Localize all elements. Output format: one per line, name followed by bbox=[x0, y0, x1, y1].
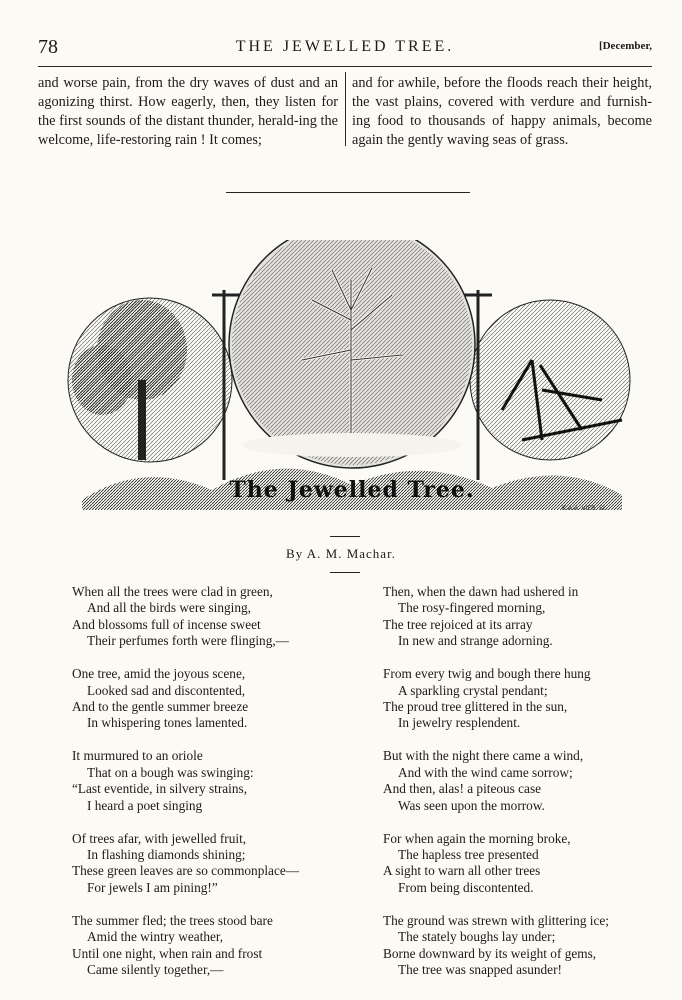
column-divider bbox=[345, 72, 346, 146]
poem-line: These green leaves are so commonplace— bbox=[72, 863, 300, 879]
poem-stanza bbox=[383, 584, 653, 650]
poem-stanza bbox=[383, 913, 653, 979]
poem-stanza bbox=[72, 666, 342, 732]
prose-column-left: and worse pain, from the dry waves of dust and an agonizing thirst. How eagerly, then, they listen for the first sounds of the distant thunder, herald-ing the welcome, life-restoring rain ! It comes; bbox=[38, 75, 338, 148]
broken-tree-medallion bbox=[470, 300, 630, 460]
poem-line: The hapless tree presented bbox=[398, 847, 539, 863]
page-header bbox=[38, 36, 652, 60]
poem-line: In new and strange adorning. bbox=[398, 633, 553, 649]
poem-line: I heard a poet singing bbox=[87, 797, 203, 813]
poem-line: In jewelry resplendent. bbox=[398, 715, 521, 731]
poem-line: The tree was snapped asunder! bbox=[398, 962, 562, 978]
poem-stanza bbox=[383, 748, 653, 814]
prose-column-right: and for awhile, before the floods reach their height, the vast plains, covered with verdure and furnish-ing food to thousands of happy animals, become again the gently waving seas of grass. bbox=[352, 75, 652, 148]
poem-line: The rosy-fingered morning, bbox=[398, 600, 546, 616]
section-label: [December, bbox=[598, 40, 652, 52]
poem-line: But with the night there came a wind, bbox=[383, 748, 584, 764]
poem-line: In whispering tones lamented. bbox=[87, 715, 248, 731]
poem-line: The summer fled; the trees stood bare bbox=[72, 912, 273, 928]
poem-line: Came silently together,— bbox=[87, 962, 224, 978]
poem-line: And to the gentle summer breeze bbox=[72, 699, 249, 715]
poem-line: From every twig and bough there hung bbox=[383, 666, 591, 682]
poem-line: And all the birds were singing, bbox=[87, 600, 251, 616]
poem-line: That on a bough was swinging: bbox=[87, 764, 254, 780]
poem-line: And then, alas! a piteous case bbox=[383, 781, 542, 797]
poem-line: Amid the wintry weather, bbox=[87, 929, 224, 945]
byline: By A. M. Machar. bbox=[286, 546, 396, 561]
poem-line: The proud tree glittered in the sun, bbox=[383, 699, 568, 715]
poem-line: And with the wind came sorrow; bbox=[398, 764, 573, 780]
poem-stanza bbox=[72, 748, 342, 814]
poem-line: It murmured to an oriole bbox=[72, 748, 203, 764]
poem-line: Of trees afar, with jewelled fruit, bbox=[72, 830, 247, 846]
poem-line: Was seen upon the morrow. bbox=[398, 797, 545, 813]
poem-line: For jewels I am pining!” bbox=[87, 879, 218, 895]
poem-line: A sparkling crystal pendant; bbox=[398, 682, 548, 698]
poem-line: Until one night, when rain and frost bbox=[72, 945, 263, 961]
poem-line: Then, when the dawn had ushered in bbox=[383, 584, 579, 599]
running-title: THE JEWELLED TREE. bbox=[235, 38, 455, 55]
section-separator bbox=[226, 192, 470, 193]
poem-column-right bbox=[383, 584, 653, 995]
poem-line: The ground was strewn with glittering ice; bbox=[383, 912, 609, 928]
header-rule bbox=[38, 66, 652, 67]
poem-stanza bbox=[72, 584, 342, 650]
illustration-title: The Jewelled Tree. bbox=[229, 477, 475, 503]
jewelled-tree-illustration bbox=[62, 240, 640, 530]
poem-stanza bbox=[383, 831, 653, 897]
poem-line: Looked sad and discontented, bbox=[87, 682, 246, 698]
poem-line: The stately boughs lay under; bbox=[398, 929, 556, 945]
poem-line: Borne downward by its weight of gems, bbox=[383, 945, 597, 961]
poem-line: And blossoms full of incense sweet bbox=[72, 616, 261, 632]
summer-tree-medallion bbox=[68, 298, 232, 462]
poem-column-left bbox=[72, 584, 342, 995]
poem-line: For when again the morning broke, bbox=[383, 830, 571, 846]
poem-line: “Last eventide, in silvery strains, bbox=[72, 781, 248, 797]
poem-line: One tree, amid the joyous scene, bbox=[72, 666, 246, 682]
poem-line: A sight to warn all other trees bbox=[383, 863, 541, 879]
ice-tree-medallion bbox=[229, 240, 475, 468]
poem-line: When all the trees were clad in green, bbox=[72, 584, 273, 599]
byline-rule-top bbox=[330, 536, 360, 537]
engraver-signature: K.A.A. VIER. Sc. bbox=[562, 505, 609, 512]
poem-stanza bbox=[72, 913, 342, 979]
poem-line: The tree rejoiced at its array bbox=[383, 616, 533, 632]
page-number: 78 bbox=[38, 36, 58, 58]
byline-rule-bottom bbox=[330, 572, 360, 573]
poem-line: Their perfumes forth were flinging,— bbox=[87, 633, 289, 649]
poem-line: From being discontented. bbox=[398, 879, 534, 895]
poem-line: In flashing diamonds shining; bbox=[87, 847, 246, 863]
poem-stanza bbox=[72, 831, 342, 897]
poem-stanza bbox=[383, 666, 653, 732]
